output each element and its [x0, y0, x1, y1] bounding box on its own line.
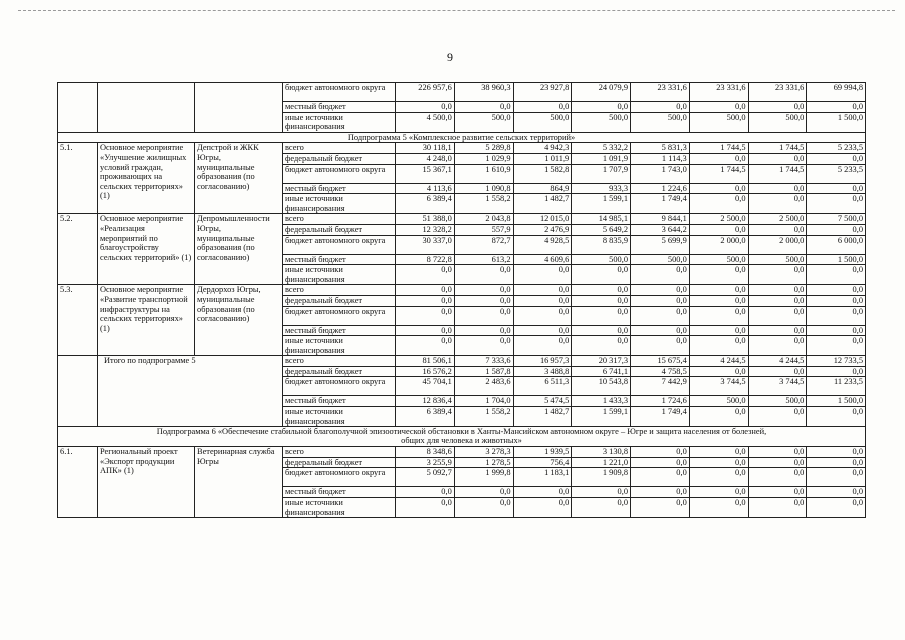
- value-cell: 1 224,6: [631, 183, 690, 194]
- value-cell: 0,0: [631, 498, 690, 518]
- value-cell: 0,0: [748, 194, 807, 214]
- value-cell: 1 500,0: [807, 112, 866, 132]
- value-cell: 0,0: [454, 265, 513, 285]
- value-cell: 1 482,7: [513, 407, 572, 427]
- table-row: [58, 356, 866, 367]
- value-cell: 1 183,1: [513, 468, 572, 487]
- funding-source-cell: всего: [283, 143, 396, 154]
- value-cell: 1 704,0: [454, 396, 513, 407]
- value-cell: 30 337,0: [396, 235, 455, 254]
- value-cell: 613,2: [454, 254, 513, 265]
- value-cell: 2 000,0: [689, 235, 748, 254]
- continued-index-cell: [58, 83, 98, 133]
- value-cell: 1 743,0: [631, 164, 690, 183]
- value-cell: 0,0: [454, 285, 513, 296]
- value-cell: 7 333,6: [454, 356, 513, 367]
- value-cell: 0,0: [748, 295, 807, 306]
- value-cell: 1 582,8: [513, 164, 572, 183]
- value-cell: 1 610,9: [454, 164, 513, 183]
- subprogram-6-title-line2: общих для человека и животных»: [401, 436, 522, 446]
- measure-index: 6.1.: [58, 447, 98, 518]
- value-cell: 0,0: [807, 285, 866, 296]
- value-cell: 11 233,5: [807, 377, 866, 396]
- funding-source-cell: бюджет автономного округа: [283, 468, 396, 487]
- value-cell: 0,0: [513, 306, 572, 325]
- value-cell: 500,0: [572, 254, 631, 265]
- value-cell: 12 328,2: [396, 224, 455, 235]
- value-cell: 5 233,5: [807, 143, 866, 154]
- value-cell: 0,0: [572, 306, 631, 325]
- value-cell: 500,0: [689, 396, 748, 407]
- value-cell: 0,0: [689, 224, 748, 235]
- value-cell: 1 278,5: [454, 457, 513, 468]
- value-cell: 23 927,8: [513, 83, 572, 102]
- value-cell: 0,0: [454, 336, 513, 356]
- value-cell: 0,0: [631, 325, 690, 336]
- value-cell: 8 348,6: [396, 447, 455, 458]
- value-cell: 0,0: [572, 325, 631, 336]
- value-cell: 0,0: [748, 306, 807, 325]
- value-cell: 1 558,2: [454, 194, 513, 214]
- value-cell: 0,0: [689, 194, 748, 214]
- value-cell: 0,0: [689, 498, 748, 518]
- value-cell: 0,0: [807, 102, 866, 113]
- continued-name-cell: [98, 83, 195, 133]
- value-cell: 1 091,9: [572, 153, 631, 164]
- value-cell: 0,0: [513, 102, 572, 113]
- value-cell: 4 244,5: [748, 356, 807, 367]
- value-cell: 933,3: [572, 183, 631, 194]
- value-cell: 0,0: [748, 183, 807, 194]
- value-cell: 2 476,9: [513, 224, 572, 235]
- value-cell: 9 844,1: [631, 214, 690, 225]
- value-cell: 0,0: [513, 336, 572, 356]
- value-cell: 0,0: [631, 336, 690, 356]
- value-cell: 0,0: [748, 102, 807, 113]
- continued-executor-cell: [195, 83, 283, 133]
- value-cell: 2 483,6: [454, 377, 513, 396]
- value-cell: 14 985,1: [572, 214, 631, 225]
- value-cell: 0,0: [748, 487, 807, 498]
- funding-source-cell: всего: [283, 285, 396, 296]
- page-number: 9: [447, 50, 453, 64]
- value-cell: 5 092,7: [396, 468, 455, 487]
- value-cell: 1 482,7: [513, 194, 572, 214]
- value-cell: 69 994,8: [807, 83, 866, 102]
- measure-name: Основное мероприятие «Реализация мероприятий по благоустройству сельских территорий» (1): [98, 214, 195, 285]
- value-cell: 0,0: [396, 306, 455, 325]
- value-cell: 5 474,5: [513, 396, 572, 407]
- value-cell: 0,0: [748, 153, 807, 164]
- funding-source-cell: бюджет автономного округа: [283, 377, 396, 396]
- value-cell: 6 741,1: [572, 366, 631, 377]
- value-cell: 3 488,8: [513, 366, 572, 377]
- value-cell: 2 043,8: [454, 214, 513, 225]
- funding-source-cell: местный бюджет: [283, 183, 396, 194]
- value-cell: 4 928,5: [513, 235, 572, 254]
- value-cell: 1 558,2: [454, 407, 513, 427]
- value-cell: 0,0: [513, 487, 572, 498]
- value-cell: 0,0: [631, 457, 690, 468]
- funding-source-cell: иные источники финансирования: [283, 498, 396, 518]
- value-cell: 5 649,2: [572, 224, 631, 235]
- table-row: [58, 143, 866, 154]
- measure-index: 5.2.: [58, 214, 98, 285]
- subprogram-6-title: [58, 427, 866, 447]
- value-cell: 0,0: [689, 153, 748, 164]
- measure-executor: Депромышленности Югры, муниципальные образования (по согласованию): [195, 214, 283, 285]
- value-cell: 500,0: [748, 396, 807, 407]
- value-cell: 3 744,5: [689, 377, 748, 396]
- value-cell: 0,0: [454, 306, 513, 325]
- value-cell: 0,0: [748, 366, 807, 377]
- value-cell: 10 543,8: [572, 377, 631, 396]
- value-cell: 0,0: [689, 468, 748, 487]
- value-cell: 1 749,4: [631, 194, 690, 214]
- funding-source-cell: местный бюджет: [283, 325, 396, 336]
- funding-source-cell: иные источники финансирования: [283, 407, 396, 427]
- value-cell: 1 114,3: [631, 153, 690, 164]
- subprogram-5-title: Подпрограмма 5 «Комплексное развитие сельских территорий»: [58, 132, 866, 143]
- value-cell: 1 999,8: [454, 468, 513, 487]
- value-cell: 0,0: [396, 265, 455, 285]
- value-cell: 12 015,0: [513, 214, 572, 225]
- value-cell: 0,0: [396, 325, 455, 336]
- table-row: [58, 285, 866, 296]
- table-row: [58, 214, 866, 225]
- value-cell: 0,0: [748, 336, 807, 356]
- value-cell: 4 609,6: [513, 254, 572, 265]
- value-cell: 1 744,5: [689, 164, 748, 183]
- table-row: [58, 83, 866, 102]
- value-cell: 1 744,5: [748, 164, 807, 183]
- value-cell: 4 758,5: [631, 366, 690, 377]
- funding-source-cell: федеральный бюджет: [283, 153, 396, 164]
- funding-source-cell: иные источники финансирования: [283, 112, 396, 132]
- value-cell: 0,0: [807, 487, 866, 498]
- value-cell: 0,0: [807, 325, 866, 336]
- value-cell: 15 367,1: [396, 164, 455, 183]
- value-cell: 4 942,3: [513, 143, 572, 154]
- value-cell: 16 957,3: [513, 356, 572, 367]
- value-cell: 0,0: [689, 325, 748, 336]
- value-cell: 500,0: [631, 112, 690, 132]
- value-cell: 0,0: [807, 265, 866, 285]
- value-cell: 23 331,6: [689, 83, 748, 102]
- value-cell: 4 244,5: [689, 356, 748, 367]
- value-cell: 1 599,1: [572, 194, 631, 214]
- value-cell: 16 576,2: [396, 366, 455, 377]
- value-cell: 0,0: [631, 468, 690, 487]
- value-cell: 0,0: [807, 457, 866, 468]
- subprogram-6-title-line1: Подпрограмма 6 «Обеспечение стабильной благополучной эпизоотической обстановки в Ханты-Мансийском автономном округе – Югре и защита населения от болезней,: [156, 427, 767, 437]
- value-cell: 0,0: [631, 487, 690, 498]
- value-cell: 24 079,9: [572, 83, 631, 102]
- value-cell: 0,0: [454, 102, 513, 113]
- value-cell: 0,0: [807, 498, 866, 518]
- value-cell: 0,0: [748, 407, 807, 427]
- funding-source-cell: местный бюджет: [283, 396, 396, 407]
- value-cell: 0,0: [572, 265, 631, 285]
- value-cell: 500,0: [689, 112, 748, 132]
- value-cell: 15 675,4: [631, 356, 690, 367]
- value-cell: 0,0: [807, 306, 866, 325]
- value-cell: 557,9: [454, 224, 513, 235]
- value-cell: 0,0: [807, 194, 866, 214]
- value-cell: 3 255,9: [396, 457, 455, 468]
- value-cell: 1 744,5: [689, 143, 748, 154]
- value-cell: 5 699,9: [631, 235, 690, 254]
- value-cell: 500,0: [748, 254, 807, 265]
- page-top-rule: [18, 10, 895, 11]
- value-cell: 0,0: [513, 295, 572, 306]
- value-cell: 1 749,4: [631, 407, 690, 427]
- value-cell: 0,0: [631, 102, 690, 113]
- value-cell: 0,0: [689, 295, 748, 306]
- value-cell: 0,0: [807, 468, 866, 487]
- funding-source-cell: бюджет автономного округа: [283, 306, 396, 325]
- value-cell: 0,0: [572, 102, 631, 113]
- value-cell: 0,0: [689, 306, 748, 325]
- measure-index: 5.1.: [58, 143, 98, 214]
- value-cell: 3 130,8: [572, 447, 631, 458]
- measure-executor: Дердорхоз Югры, муниципальные образования (по согласованию): [195, 285, 283, 356]
- value-cell: 8 722,8: [396, 254, 455, 265]
- value-cell: 500,0: [631, 254, 690, 265]
- value-cell: 51 388,0: [396, 214, 455, 225]
- value-cell: 0,0: [572, 336, 631, 356]
- value-cell: 1 707,9: [572, 164, 631, 183]
- value-cell: 0,0: [572, 285, 631, 296]
- value-cell: 0,0: [748, 325, 807, 336]
- value-cell: 4 248,0: [396, 153, 455, 164]
- value-cell: 0,0: [631, 447, 690, 458]
- value-cell: 0,0: [396, 498, 455, 518]
- value-cell: 5 332,2: [572, 143, 631, 154]
- value-cell: 0,0: [454, 487, 513, 498]
- value-cell: 0,0: [396, 102, 455, 113]
- value-cell: 4 113,6: [396, 183, 455, 194]
- value-cell: 0,0: [748, 285, 807, 296]
- value-cell: 500,0: [513, 112, 572, 132]
- value-cell: 1 011,9: [513, 153, 572, 164]
- value-cell: 0,0: [631, 295, 690, 306]
- value-cell: 8 835,9: [572, 235, 631, 254]
- table-row: [58, 447, 866, 458]
- measure-index: 5.3.: [58, 285, 98, 356]
- value-cell: 0,0: [454, 295, 513, 306]
- value-cell: 4 500,0: [396, 112, 455, 132]
- value-cell: 2 000,0: [748, 235, 807, 254]
- measure-name: Основное мероприятие «Улучшение жилищных условий граждан, проживающих на сельских территориях» (1): [98, 143, 195, 214]
- value-cell: 0,0: [454, 325, 513, 336]
- value-cell: 0,0: [689, 183, 748, 194]
- value-cell: 0,0: [689, 265, 748, 285]
- value-cell: 0,0: [807, 224, 866, 235]
- value-cell: 81 506,1: [396, 356, 455, 367]
- value-cell: 0,0: [572, 487, 631, 498]
- value-cell: 0,0: [689, 487, 748, 498]
- value-cell: 1 500,0: [807, 396, 866, 407]
- value-cell: 0,0: [689, 102, 748, 113]
- value-cell: 0,0: [689, 407, 748, 427]
- value-cell: 38 960,3: [454, 83, 513, 102]
- value-cell: 0,0: [513, 285, 572, 296]
- value-cell: 500,0: [748, 112, 807, 132]
- funding-source-cell: всего: [283, 356, 396, 367]
- value-cell: 5 289,8: [454, 143, 513, 154]
- value-cell: 0,0: [396, 285, 455, 296]
- value-cell: 12 733,5: [807, 356, 866, 367]
- value-cell: 0,0: [631, 285, 690, 296]
- value-cell: 23 331,6: [631, 83, 690, 102]
- value-cell: 0,0: [631, 306, 690, 325]
- value-cell: 0,0: [513, 265, 572, 285]
- funding-source-cell: бюджет автономного округа: [283, 235, 396, 254]
- funding-source-cell: бюджет автономного округа: [283, 164, 396, 183]
- funding-source-cell: иные источники финансирования: [283, 265, 396, 285]
- funding-source-cell: иные источники финансирования: [283, 194, 396, 214]
- value-cell: 0,0: [572, 498, 631, 518]
- funding-source-cell: иные источники финансирования: [283, 336, 396, 356]
- value-cell: 6 511,3: [513, 377, 572, 396]
- value-cell: 0,0: [807, 447, 866, 458]
- funding-source-cell: бюджет автономного округа: [283, 83, 396, 102]
- funding-source-cell: местный бюджет: [283, 102, 396, 113]
- value-cell: 23 331,6: [748, 83, 807, 102]
- value-cell: 0,0: [807, 407, 866, 427]
- value-cell: 2 500,0: [748, 214, 807, 225]
- financing-table: [57, 82, 866, 518]
- subprogram-heading-row: [58, 132, 866, 143]
- value-cell: 7 500,0: [807, 214, 866, 225]
- value-cell: 226 957,6: [396, 83, 455, 102]
- value-cell: 1 939,5: [513, 447, 572, 458]
- value-cell: 0,0: [748, 447, 807, 458]
- value-cell: 0,0: [807, 366, 866, 377]
- value-cell: 5 233,5: [807, 164, 866, 183]
- value-cell: 0,0: [689, 336, 748, 356]
- funding-source-cell: федеральный бюджет: [283, 457, 396, 468]
- value-cell: 864,9: [513, 183, 572, 194]
- funding-source-cell: всего: [283, 214, 396, 225]
- value-cell: 0,0: [689, 285, 748, 296]
- value-cell: 0,0: [631, 265, 690, 285]
- value-cell: 756,4: [513, 457, 572, 468]
- value-cell: 1 744,5: [748, 143, 807, 154]
- value-cell: 500,0: [454, 112, 513, 132]
- value-cell: 1 433,3: [572, 396, 631, 407]
- value-cell: 1 029,9: [454, 153, 513, 164]
- value-cell: 0,0: [396, 336, 455, 356]
- value-cell: 0,0: [513, 325, 572, 336]
- value-cell: 3 644,2: [631, 224, 690, 235]
- funding-source-cell: местный бюджет: [283, 254, 396, 265]
- value-cell: 1 587,8: [454, 366, 513, 377]
- funding-source-cell: местный бюджет: [283, 487, 396, 498]
- value-cell: 1 221,0: [572, 457, 631, 468]
- value-cell: 7 442,9: [631, 377, 690, 396]
- funding-source-cell: федеральный бюджет: [283, 295, 396, 306]
- value-cell: 0,0: [807, 183, 866, 194]
- value-cell: 45 704,1: [396, 377, 455, 396]
- value-cell: 0,0: [689, 447, 748, 458]
- measure-name: Региональный проект «Экспорт продукции АПК» (1): [98, 447, 195, 518]
- value-cell: 1 500,0: [807, 254, 866, 265]
- value-cell: 1 599,1: [572, 407, 631, 427]
- funding-source-cell: всего: [283, 447, 396, 458]
- value-cell: 6 389,4: [396, 194, 455, 214]
- value-cell: 0,0: [748, 265, 807, 285]
- value-cell: 3 278,3: [454, 447, 513, 458]
- value-cell: 0,0: [396, 295, 455, 306]
- value-cell: 20 317,3: [572, 356, 631, 367]
- value-cell: 0,0: [748, 468, 807, 487]
- value-cell: 0,0: [689, 457, 748, 468]
- value-cell: 500,0: [689, 254, 748, 265]
- value-cell: 0,0: [807, 295, 866, 306]
- measure-executor: Ветеринарная служба Югры: [195, 447, 283, 518]
- value-cell: 0,0: [513, 498, 572, 518]
- value-cell: 0,0: [748, 224, 807, 235]
- value-cell: 12 836,4: [396, 396, 455, 407]
- value-cell: 0,0: [396, 487, 455, 498]
- value-cell: 30 118,1: [396, 143, 455, 154]
- value-cell: 3 744,5: [748, 377, 807, 396]
- funding-source-cell: федеральный бюджет: [283, 366, 396, 377]
- value-cell: 2 500,0: [689, 214, 748, 225]
- value-cell: 872,7: [454, 235, 513, 254]
- value-cell: 0,0: [454, 498, 513, 518]
- value-cell: 0,0: [748, 498, 807, 518]
- value-cell: 5 831,3: [631, 143, 690, 154]
- value-cell: 1 724,6: [631, 396, 690, 407]
- total-index-cell: [58, 356, 98, 427]
- value-cell: 0,0: [572, 295, 631, 306]
- measure-name: Основное мероприятие «Развитие транспортной инфраструктуры на сельских территориях» (1): [98, 285, 195, 356]
- funding-source-cell: федеральный бюджет: [283, 224, 396, 235]
- value-cell: 6 389,4: [396, 407, 455, 427]
- value-cell: 0,0: [807, 336, 866, 356]
- measure-executor: Депстрой и ЖКК Югры, муниципальные образования (по согласованию): [195, 143, 283, 214]
- value-cell: 6 000,0: [807, 235, 866, 254]
- value-cell: 0,0: [807, 153, 866, 164]
- value-cell: 0,0: [748, 457, 807, 468]
- subprogram-heading-row: [58, 427, 866, 447]
- value-cell: 1 090,8: [454, 183, 513, 194]
- value-cell: 1 909,8: [572, 468, 631, 487]
- subprogram-5-total-label: Итого по подпрограмме 5: [98, 356, 283, 427]
- value-cell: 500,0: [572, 112, 631, 132]
- value-cell: 0,0: [689, 366, 748, 377]
